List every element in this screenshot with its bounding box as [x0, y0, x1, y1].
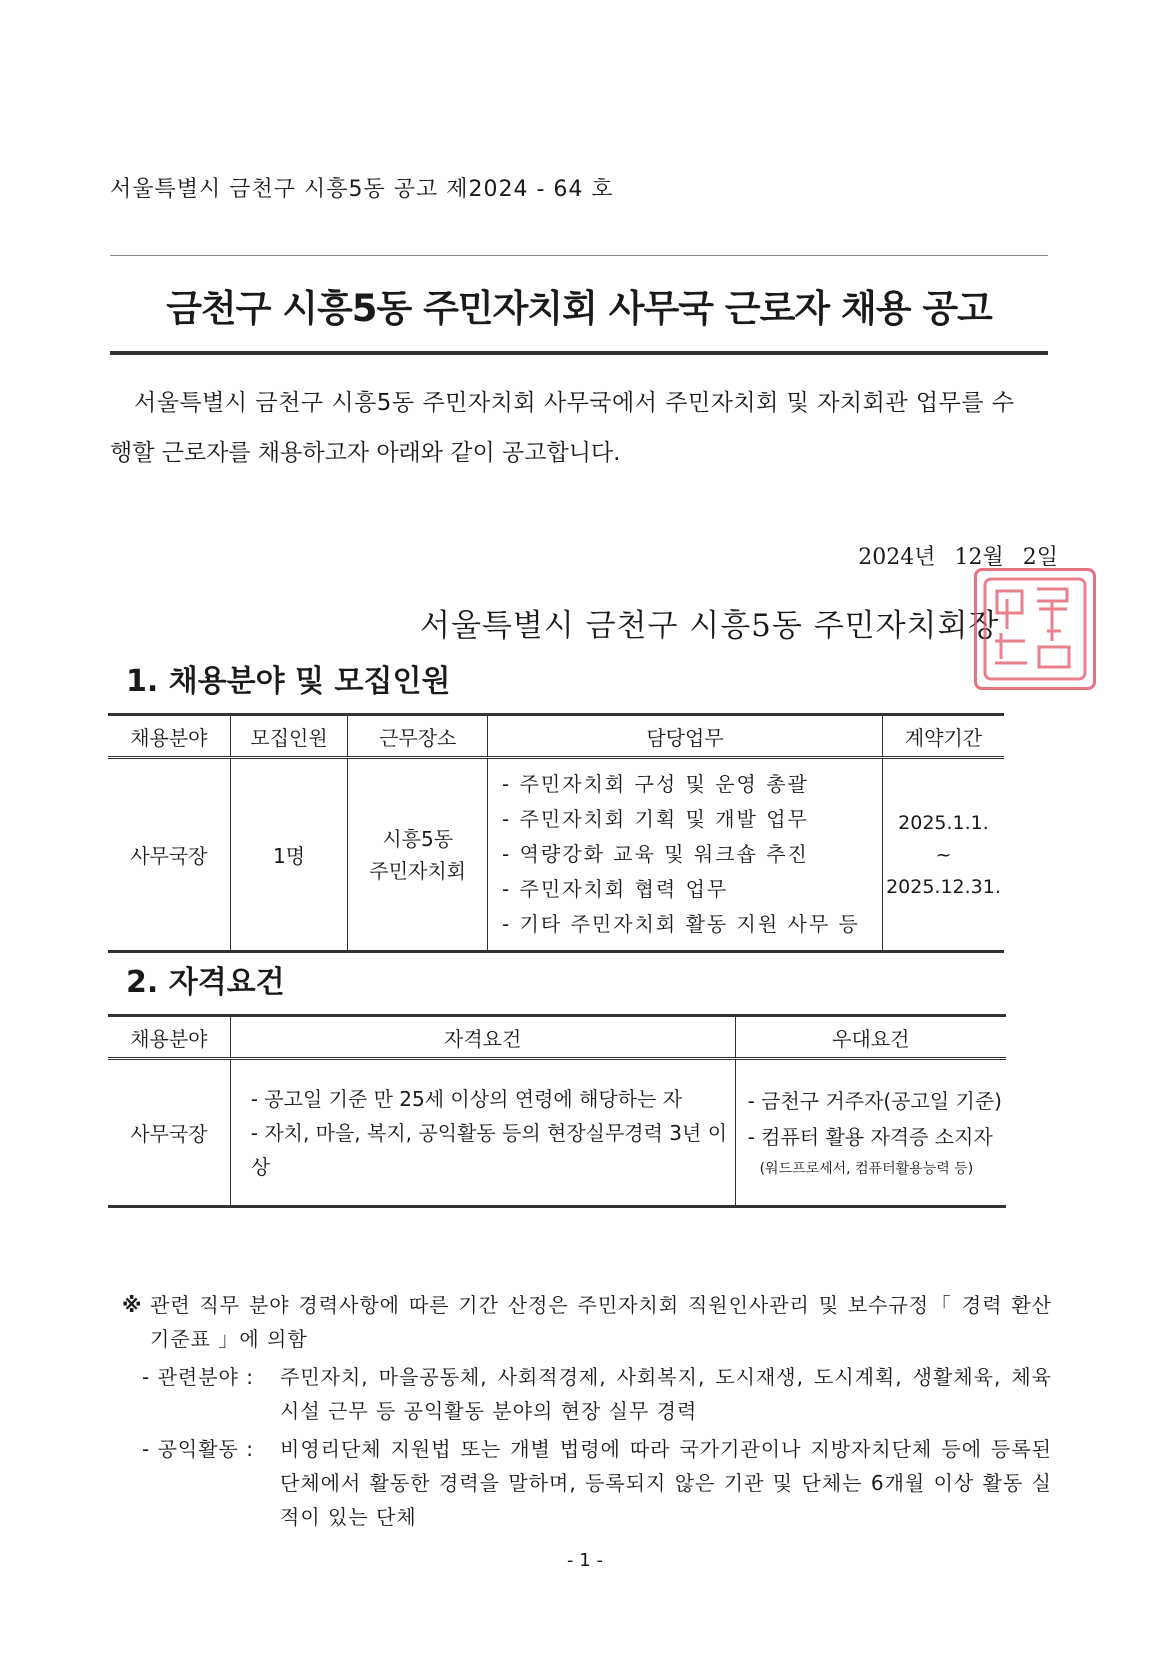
- recruitment-table: [108, 713, 1004, 953]
- note-main: [122, 1288, 1052, 1356]
- intro-paragraph: [110, 378, 1050, 478]
- list-item: - 역량강화 교육 및 워크숍 추진: [502, 837, 882, 872]
- header-period: 계약기간: [882, 715, 1004, 758]
- header-requirements: 자격요건: [230, 1016, 735, 1059]
- list-item: - 주민자치회 협력 업무: [502, 872, 882, 907]
- page-number: - 1 -: [567, 1550, 603, 1571]
- preferences-note: (워드프로세서, 컴퓨터활용능력 등): [759, 1160, 974, 1177]
- header-duties: 담당업무: [488, 715, 883, 758]
- note-item-key: - 공익활동 :: [142, 1437, 254, 1461]
- cell-field: 사무국장: [108, 1059, 230, 1207]
- cell-preferences: [735, 1059, 1006, 1207]
- header-preferences: 우대요건: [735, 1016, 1006, 1059]
- table-row: [108, 758, 1004, 952]
- list-item: - 컴퓨터 활용 자격증 소지자: [748, 1119, 1006, 1155]
- header-location: 근무장소: [348, 715, 488, 758]
- list-item: - 주민자치회 구성 및 운영 총괄: [502, 767, 882, 802]
- qualification-table: [108, 1014, 1006, 1208]
- official-seal: [974, 568, 1096, 690]
- list-item: - 공고일 기준 만 25세 이상의 연령에 해당하는 자: [251, 1082, 735, 1116]
- note-main-text: 관련 직무 분야 경력사항에 따른 기간 산정은 주민자치회 직원인사관리 및 보수규정「 경력 환산 기준표 」에 의함: [150, 1293, 1052, 1351]
- note-item: [142, 1360, 1052, 1428]
- header-field: 채용분야: [108, 715, 230, 758]
- header-count: 모집인원: [230, 715, 348, 758]
- divider-thick: [110, 351, 1048, 355]
- section2-heading: 2. 자격요건: [126, 965, 285, 1000]
- cell-duties: [488, 758, 883, 952]
- duties-list: [488, 759, 882, 950]
- announcement-date: 2024년 12월 2일: [858, 545, 1058, 570]
- preferences-list: [736, 1083, 1006, 1155]
- signer-name: 서울특별시 금천구 시흥5동 주민자치회장: [420, 608, 1000, 644]
- intro-line-1: 서울특별시 금천구 시흥5동 주민자치회 사무국에서 주민자치회 및 자치회관 업무를 수: [134, 390, 1015, 416]
- list-item: - 기타 주민자치회 활동 지원 사무 등: [502, 907, 882, 942]
- note-item-value: 주민자치, 마을공동체, 사회적경제, 사회복지, 도시재생, 도시계획, 생활체육, 체육시설 근무 등 공익활동 분야의 현장 실무 경력: [280, 1365, 1052, 1423]
- page-title: 금천구 시흥5동 주민자치회 사무국 근로자 채용 공고: [166, 287, 992, 330]
- list-item: - 금천구 거주자(공고일 기준): [748, 1083, 1006, 1119]
- requirements-list: [231, 1082, 735, 1184]
- note-item-value: 비영리단체 지원법 또는 개별 법령에 따라 국가기관이나 지방자치단체 등에 등록된 단체에서 활동한 경력을 말하며, 등록되지 않은 기관 및 단체는 6개월 이상 활동 실적이 있는 단체: [280, 1437, 1052, 1529]
- cell-location: [348, 758, 488, 952]
- cell-period: [882, 758, 1004, 952]
- header-field: 채용분야: [108, 1016, 230, 1059]
- period-separator: ~: [935, 843, 952, 866]
- divider-thin: [110, 255, 1048, 256]
- note-item: [142, 1432, 1052, 1534]
- note-item-key: - 관련분야 :: [142, 1365, 254, 1389]
- intro-line-2: 행할 근로자를 채용하고자 아래와 같이 공고합니다.: [110, 440, 621, 466]
- seal-mark: [977, 571, 1093, 687]
- document-number: 서울특별시 금천구 시흥5동 공고 제2024 - 64 호: [110, 177, 614, 202]
- list-item: - 자치, 마을, 복지, 공익활동 등의 현장실무경력 3년 이상: [251, 1116, 735, 1184]
- cell-field: 사무국장: [108, 758, 230, 952]
- cell-requirements: [230, 1059, 735, 1207]
- notes-block: [122, 1288, 1052, 1534]
- cell-count: 1명: [230, 758, 348, 952]
- list-item: - 주민자치회 기획 및 개발 업무: [502, 802, 882, 837]
- period-start: 2025.1.1.: [898, 811, 989, 834]
- period-end: 2025.12.31.: [886, 875, 1001, 898]
- location-line-1: 시흥5동: [382, 826, 454, 851]
- section1-heading: 1. 채용분야 및 모집인원: [126, 664, 451, 699]
- table-row: [108, 1059, 1006, 1207]
- location-line-2: 주민자치회: [369, 858, 467, 883]
- reference-mark: ※: [122, 1293, 143, 1317]
